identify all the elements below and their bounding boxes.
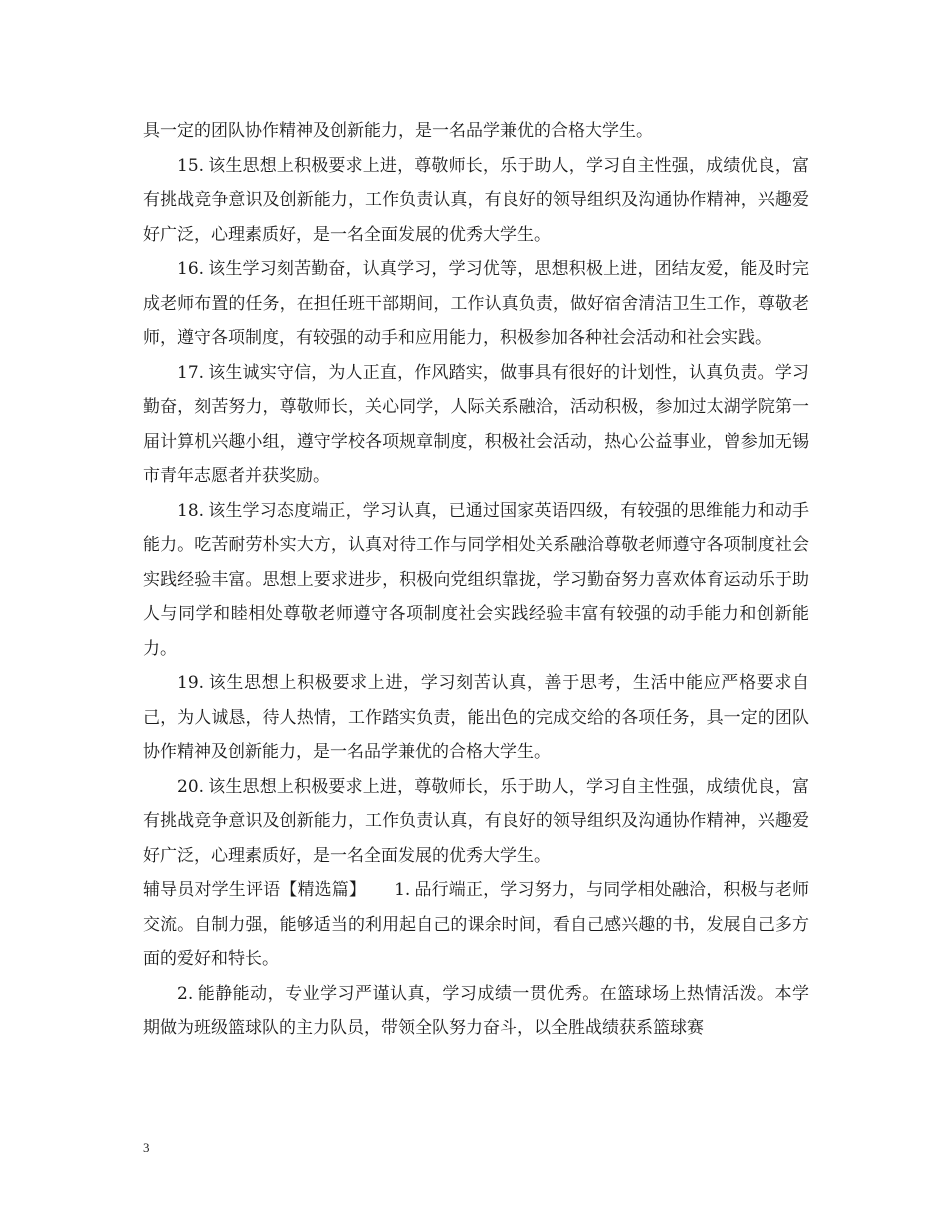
item-number: 18. <box>177 500 205 521</box>
paragraph-text: 该生学习态度端正，学习认真，已通过国家英语四级，有较强的思维能力和动手能力。吃苦耐劳朴实大方，认真对待工作与同学相处关系融洽尊敬老师遵守各项制度社会实践经验丰富。思想上要求进步，积极向党组织靠拢，学习勤奋努力喜欢体育运动乐于助人与同学和睦相处尊敬老师遵守各项制度社会实践经验丰富有较强的动手能力和创新能力。 <box>143 500 809 659</box>
paragraph-item-2 <box>143 977 809 1046</box>
paragraph-text: 该生思想上积极要求上进，尊敬师长，乐于助人，学习自主性强，成绩优良，富有挑战竞争意识及创新能力，工作负责认真，有良好的领导组织及沟通协作精神，兴趣爱好广泛，心理素质好，是一名全面发展的优秀大学生。 <box>143 776 809 866</box>
paragraph-text: 具一定的团队协作精神及创新能力，是一名品学兼优的合格大学生。 <box>143 121 653 141</box>
paragraph-text: 该生诚实守信，为人正直，作风踏实，做事具有很好的计划性，认真负责。学习勤奋，刻苦努力，尊敬师长，关心同学，人际关系融洽，活动积极，参加过太湖学院第一届计算机兴趣小组，遵守学校各项规章制度，积极社会活动，热心公益事业，曾参加无锡市青年志愿者并获奖励。 <box>143 362 809 486</box>
item-number: 20. <box>177 776 205 797</box>
paragraph-item-18 <box>143 494 809 667</box>
item-number: 2. <box>177 983 194 1004</box>
paragraph-continuation <box>143 114 809 149</box>
paragraph-text: 该生思想上积极要求上进，学习刻苦认真，善于思考，生活中能应严格要求自己，为人诚恳，待人热情，工作踏实负责，能出色的完成交给的各项任务，具一定的团队协作精神及创新能力，是一名品学兼优的合格大学生。 <box>143 673 809 762</box>
item-number: 15. <box>177 155 205 176</box>
paragraph-item-17 <box>143 356 809 494</box>
page-number: 3 <box>143 1140 150 1155</box>
paragraph-item-20 <box>143 770 809 874</box>
paragraph-item-16 <box>143 252 809 356</box>
paragraph-text: 能静能动，专业学习严谨认真，学习成绩一贯优秀。在篮球场上热情活泼。本学期做为班级篮球队的主力队员，带领全队努力奋斗，以全胜战绩获系篮球赛 <box>143 983 809 1038</box>
section-heading-paragraph <box>143 873 809 977</box>
document-body <box>143 114 809 1046</box>
paragraph-text: 该生思想上积极要求上进，尊敬师长，乐于助人，学习自主性强，成绩优良，富有挑战竞争意识及创新能力，工作负责认真，有良好的领导组织及沟通协作精神，兴趣爱好广泛，心理素质好，是一名全面发展的优秀大学生。 <box>143 155 809 245</box>
item-number: 19. <box>177 673 205 693</box>
item-number: 16. <box>177 259 205 279</box>
item-number: 1. <box>394 880 411 900</box>
section-heading: 辅导员对学生评语【精选篇】 <box>143 880 367 900</box>
item-number: 17. <box>177 362 205 383</box>
paragraph-item-19 <box>143 666 809 770</box>
paragraph-item-15 <box>143 149 809 253</box>
paragraph-text: 品行端正，学习努力，与同学相处融洽，积极与老师交流。自制力强，能够适当的利用起自己的课余时间，看自己感兴趣的书，发展自己多方面的爱好和特长。 <box>143 880 810 969</box>
paragraph-text: 该生学习刻苦勤奋，认真学习，学习优等，思想积极上进，团结友爱，能及时完成老师布置的任务，在担任班干部期间，工作认真负责，做好宿舍清洁卫生工作，尊敬老师，遵守各项制度，有较强的动手和应用能力，积极参加各种社会活动和社会实践。 <box>143 259 809 348</box>
